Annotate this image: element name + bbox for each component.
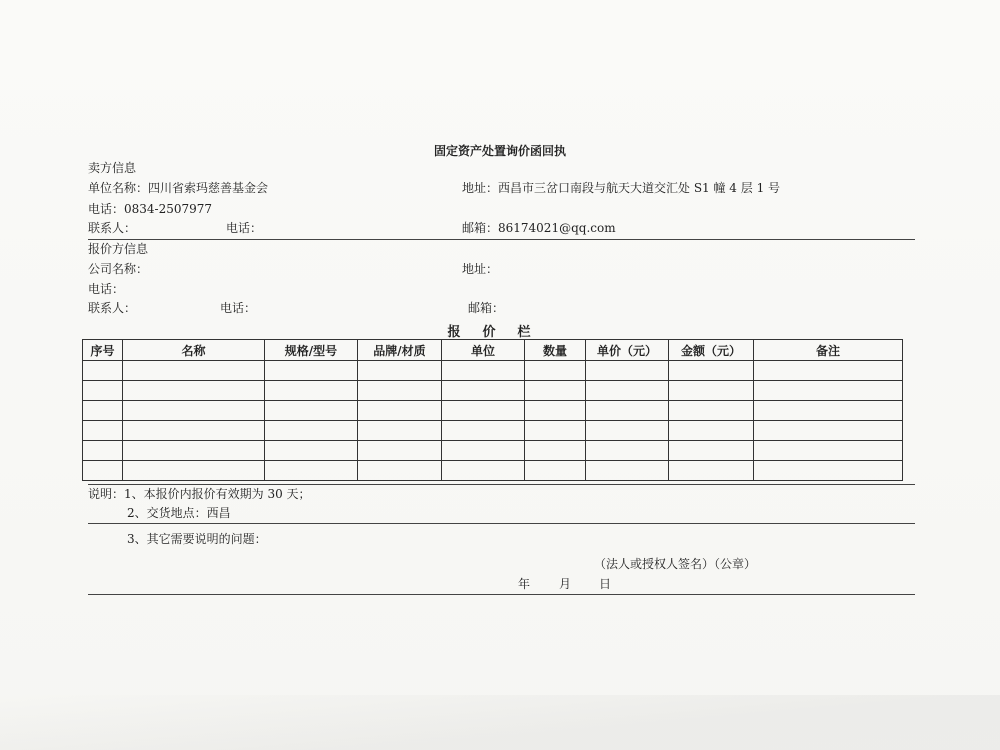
column-header-index: 序号 (83, 340, 123, 361)
quoter-contact: 联系人： (88, 301, 137, 315)
table-cell[interactable] (669, 381, 754, 401)
date-month: 月 (559, 577, 572, 591)
table-cell[interactable] (442, 461, 525, 481)
document-title: 固定资产处置询价函回执 (433, 144, 566, 158)
table-cell[interactable] (669, 441, 754, 461)
column-header-amount: 金额（元） (669, 340, 754, 361)
seller-contact-phone: 电话： (226, 221, 263, 235)
table-cell[interactable] (754, 381, 903, 401)
quote-section-title: 报价栏 (447, 325, 553, 340)
quoter-section-label: 报价方信息 (88, 242, 149, 256)
table-cell[interactable] (83, 441, 123, 461)
table-row (83, 461, 903, 481)
quoter-email: 邮箱： (468, 301, 505, 315)
table-cell[interactable] (123, 421, 265, 441)
table-cell[interactable] (525, 461, 586, 481)
column-header-model: 规格/型号 (265, 340, 358, 361)
note-delivery: 2、交货地点：西昌 (127, 506, 231, 520)
quoter-phone: 电话： (88, 282, 125, 296)
divider (88, 594, 915, 595)
table-cell[interactable] (358, 401, 442, 421)
divider (88, 484, 915, 485)
table-cell[interactable] (442, 361, 525, 381)
table-cell[interactable] (525, 381, 586, 401)
table-cell[interactable] (442, 421, 525, 441)
table-cell[interactable] (525, 361, 586, 381)
table-cell[interactable] (83, 381, 123, 401)
column-header-brand: 品牌/材质 (358, 340, 442, 361)
table-cell[interactable] (358, 421, 442, 441)
column-header-quantity: 数量 (525, 340, 586, 361)
seller-contact: 联系人： (88, 221, 137, 235)
table-cell[interactable] (265, 361, 358, 381)
table-cell[interactable] (669, 401, 754, 421)
table-cell[interactable] (586, 361, 669, 381)
table-cell[interactable] (442, 401, 525, 421)
table-cell[interactable] (265, 421, 358, 441)
table-cell[interactable] (525, 421, 586, 441)
table-cell[interactable] (358, 361, 442, 381)
table-row (83, 401, 903, 421)
table-cell[interactable] (442, 441, 525, 461)
table-cell[interactable] (586, 441, 669, 461)
date-year: 年 (518, 577, 531, 591)
table-cell[interactable] (265, 441, 358, 461)
seller-address: 地址：西昌市三岔口南段与航天大道交汇处 S1 幢 4 层 1 号 (462, 181, 781, 195)
table-header-row (83, 340, 903, 361)
table-row (83, 381, 903, 401)
table-cell[interactable] (669, 361, 754, 381)
divider (88, 239, 915, 240)
table-cell[interactable] (754, 421, 903, 441)
table-row (83, 361, 903, 381)
table-cell[interactable] (358, 381, 442, 401)
table-cell[interactable] (525, 441, 586, 461)
quote-table (82, 339, 903, 481)
table-cell[interactable] (83, 421, 123, 441)
seller-unit-name: 单位名称：四川省索玛慈善基金会 (88, 181, 269, 195)
quoter-contact-phone: 电话： (220, 301, 257, 315)
table-cell[interactable] (265, 461, 358, 481)
table-cell[interactable] (123, 441, 265, 461)
quoter-company-name: 公司名称： (88, 262, 149, 276)
table-cell[interactable] (265, 401, 358, 421)
seller-email: 邮箱：86174021@qq.com (462, 221, 616, 235)
table-row (83, 421, 903, 441)
quoter-address: 地址： (462, 262, 499, 276)
divider (88, 523, 915, 524)
table-cell[interactable] (586, 461, 669, 481)
column-header-unit: 单位 (442, 340, 525, 361)
table-cell[interactable] (442, 381, 525, 401)
column-header-remarks: 备注 (754, 340, 903, 361)
table-cell[interactable] (586, 381, 669, 401)
note-validity: 说明：1、本报价内报价有效期为 30 天； (88, 487, 311, 501)
table-cell[interactable] (83, 361, 123, 381)
seller-phone: 电话：0834-2507977 (88, 202, 213, 216)
table-cell[interactable] (754, 441, 903, 461)
seller-section-label: 卖方信息 (88, 161, 137, 175)
table-cell[interactable] (754, 461, 903, 481)
column-header-unit-price: 单价（元） (586, 340, 669, 361)
table-cell[interactable] (123, 361, 265, 381)
column-header-name: 名称 (123, 340, 265, 361)
table-cell[interactable] (754, 401, 903, 421)
table-cell[interactable] (586, 401, 669, 421)
table-cell[interactable] (123, 401, 265, 421)
table-cell[interactable] (669, 461, 754, 481)
note-other: 3、其它需要说明的问题： (127, 532, 267, 546)
table-cell[interactable] (123, 461, 265, 481)
table-cell[interactable] (358, 461, 442, 481)
table-row (83, 441, 903, 461)
table-cell[interactable] (83, 461, 123, 481)
table-cell[interactable] (525, 401, 586, 421)
date-day: 日 (599, 577, 612, 591)
table-cell[interactable] (754, 361, 903, 381)
table-cell[interactable] (358, 441, 442, 461)
table-cell[interactable] (83, 401, 123, 421)
table-cell[interactable] (123, 381, 265, 401)
signature-label: （法人或授权人签名）（公章） (594, 557, 757, 571)
table-cell[interactable] (586, 421, 669, 441)
table-cell[interactable] (669, 421, 754, 441)
table-cell[interactable] (265, 381, 358, 401)
